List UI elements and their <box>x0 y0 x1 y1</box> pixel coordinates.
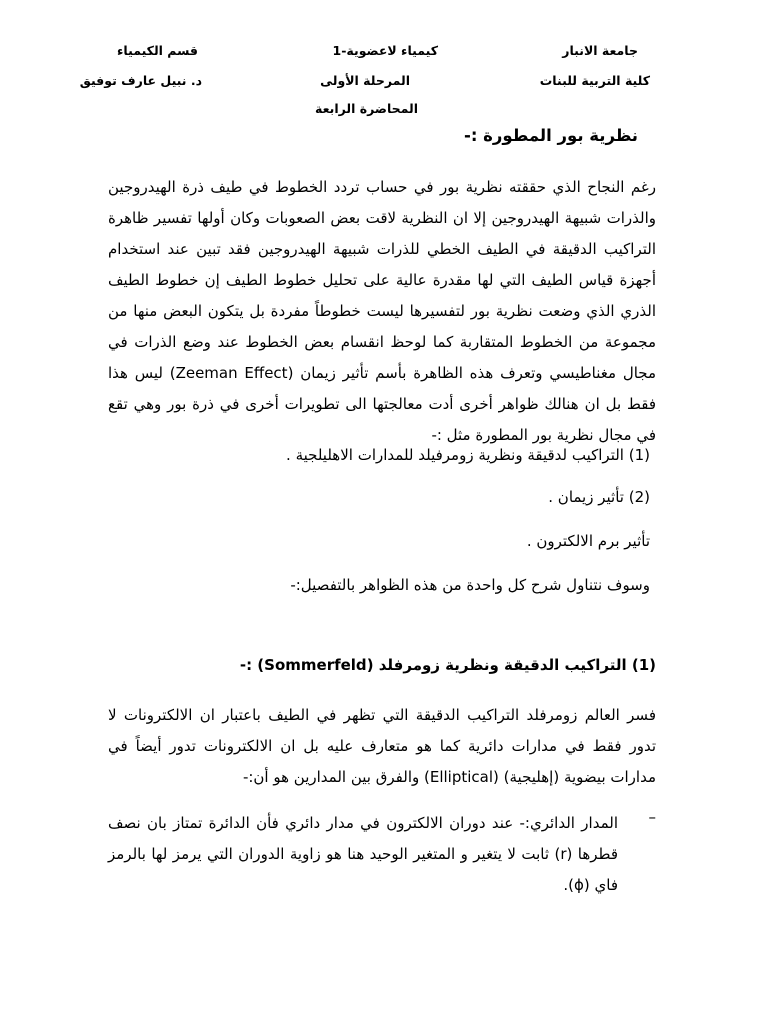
college-name: كلية التربية للبنات <box>539 73 650 88</box>
list-item: (1) التراكيب لدقيقة ونظرية زومرفيلد للمدارات الاهليلجية . <box>286 446 650 464</box>
university-name: جامعة الانبار <box>562 43 638 58</box>
stage-label: المرحلة الأولى <box>320 73 410 88</box>
bullet-item <box>108 808 656 901</box>
bullet-dash: – <box>648 808 656 826</box>
intro-paragraph: رغم النجاح الذي حققته نظرية بور في حساب تردد الخطوط في طيف ذرة الهيدروجين والذرات شبيهة الهيدروجين إلا ان النظرية لاقت بعض الصعوبات وكان أولها تفسير ظاهرة التراكيب الدقيقة في الطيف الخطي للذرات شبيهة الهيدروجين فقد تبين عند استخدام أجهزة قياس الطيف التي لها مقدرة عالية على تحليل خطوط الطيف إن خطوط الطيف الذري الذي وضعت نظرية بور لتفسيرها ليست خطوطاً مفردة بل يتكون البعض منها من مجموعة من الخطوط المتقاربة كما لوحظ انقسام بعض الخطوط عند وضع الذرات في مجال مغناطيسي وتعرف هذه الظاهرة بأسم تأثير زيمان (Zeeman Effect) ليس هذا فقط بل ان هنالك ظواهر أخرى أدت معالجتها الى تطويرات أخرى في ذرة بور وهي تقع في مجال نظرية بور المطورة مثل :- <box>108 178 656 444</box>
closing-line: وسوف نتناول شرح كل واحدة من هذه الظواهر بالتفصيل:- <box>290 576 650 594</box>
lecturer-name: د. نبيل عارف توفيق <box>79 73 202 88</box>
section-heading: (1) التراكيب الدقيقة ونظرية زومرفلد (Sommerfeld) :- <box>239 656 656 674</box>
department-name: قسم الكيمياء <box>117 43 198 58</box>
list-item: تأثير برم الالكترون . <box>526 532 650 550</box>
page-title: نظرية بور المطورة :- <box>463 126 638 145</box>
list-item: (2) تأثير زيمان . <box>548 488 650 506</box>
lecture-label: المحاضرة الرابعة <box>314 101 418 116</box>
section-paragraph: فسر العالم زومرفلد التراكيب الدقيقة التي تظهر في الطيف باعتبار ان الالكترونات لا تدور فقط في مدارات دائرية كما هو متعارف عليه بل ان الالكترونات تدور أيضاً في مدارات بيضوية (إهليجية) (Elliptical) والفرق بين المدارين هو أن:- <box>108 706 656 786</box>
course-name: كيمياء لاعضوية-1 <box>332 43 438 58</box>
bullet-text: المدار الدائري:- عند دوران الالكترون في مدار دائري فأن الدائرة تمتاز بان نصف قطرها (r) ثابت لا يتغير و المتغير الوحيد هنا هو زاوية الدوران التي يرمز لها بالرمز فاي (ϕ). <box>108 814 619 894</box>
